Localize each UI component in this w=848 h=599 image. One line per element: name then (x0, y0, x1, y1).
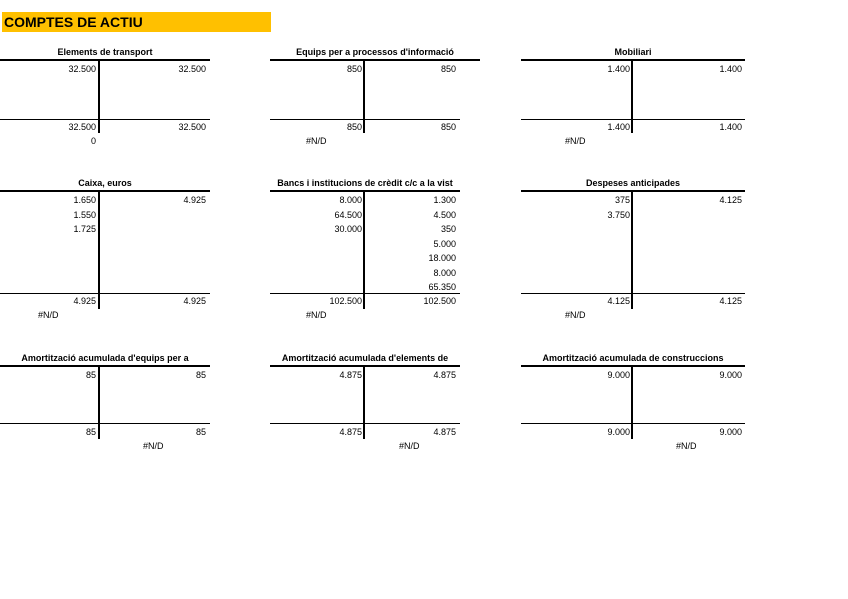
total-debit: 9.000 (607, 427, 630, 437)
total-debit: 4.875 (339, 427, 362, 437)
account-balance: #N/D (306, 310, 327, 320)
total-credit: 32.500 (178, 122, 206, 132)
t-account-divider (631, 192, 633, 309)
debit-entries (0, 368, 96, 383)
debit-entry: 1.550 (73, 209, 96, 220)
debit-entry: 4.875 (339, 370, 362, 380)
credit-entry: 4.925 (183, 195, 206, 205)
credit-entries (367, 62, 456, 77)
total-debit: 850 (346, 122, 362, 132)
t-account-total-line (0, 293, 210, 294)
account-title: Despeses anticipades (585, 178, 681, 188)
credit-entry: 9.000 (719, 370, 742, 380)
t-account-top-line (270, 365, 460, 367)
t-account-divider (98, 61, 100, 133)
debit-entry: 32.500 (68, 64, 96, 74)
t-account-top-line (0, 365, 210, 367)
credit-entry: 1.400 (719, 64, 742, 74)
total-credit: 4.925 (183, 296, 206, 306)
debit-entry: 8.000 (339, 195, 362, 205)
t-account-top-line (0, 59, 210, 61)
account-title: Caixa, euros (78, 178, 132, 188)
total-credit: 9.000 (719, 427, 742, 437)
t-account-divider (363, 192, 365, 309)
t-account-total-line (521, 119, 745, 120)
account-balance: #N/D (38, 310, 59, 320)
t-account-total-line (521, 423, 745, 424)
credit-entries (367, 193, 456, 295)
credit-entry: 32.500 (178, 64, 206, 74)
total-credit: 85 (195, 427, 206, 437)
t-account-elements-de-transport (0, 46, 210, 150)
t-account-mobiliari (521, 46, 742, 150)
t-account-total-line (270, 293, 460, 294)
debit-entry: 1.400 (607, 64, 630, 74)
total-debit: 32.500 (68, 122, 96, 132)
debit-entries (521, 62, 630, 77)
debit-entries (270, 368, 362, 383)
debit-entry: 9.000 (607, 370, 630, 380)
credit-entry: 65.350 (428, 282, 456, 292)
credit-entry: 4.500 (433, 209, 456, 220)
account-title: Elements de transport (57, 47, 153, 57)
t-account-top-line (0, 190, 210, 192)
t-account-top-line (270, 190, 460, 192)
credit-entries (635, 193, 742, 208)
debit-entry: 64.500 (334, 209, 362, 220)
total-debit: 4.925 (73, 296, 96, 306)
t-account-divider (98, 192, 100, 309)
t-account-amortitzacio-construccions (521, 352, 742, 456)
debit-entries (0, 193, 96, 237)
total-credit: 850 (440, 122, 456, 132)
t-account-divider (98, 367, 100, 439)
credit-entries (635, 62, 742, 77)
t-account-amortitzacio-equips (0, 352, 210, 456)
account-balance: #N/D (143, 441, 164, 451)
account-balance: #N/D (399, 441, 420, 451)
credit-entry: 8.000 (433, 267, 456, 278)
credit-entries (102, 193, 206, 208)
t-account-total-line (521, 293, 745, 294)
debit-entry: 30.000 (334, 224, 362, 234)
t-account-divider (631, 61, 633, 133)
debit-entry: 375 (614, 195, 630, 205)
debit-entry: 850 (346, 64, 362, 74)
credit-entry: 4.125 (719, 195, 742, 205)
debit-entry: 85 (85, 370, 96, 380)
account-balance: #N/D (676, 441, 697, 451)
total-debit: 4.125 (607, 296, 630, 306)
t-account-amortitzacio-elements (270, 352, 480, 456)
debit-entries (270, 62, 362, 77)
t-account-total-line (0, 423, 210, 424)
t-account-bancs-institucions-credit (270, 177, 480, 327)
account-title: Mobiliari (614, 47, 652, 57)
account-balance: 0 (91, 136, 97, 146)
credit-entries (635, 368, 742, 383)
total-credit: 1.400 (719, 122, 742, 132)
debit-entries (0, 62, 96, 77)
account-title: Equips per a processos d'informació (296, 47, 454, 57)
account-title: Bancs i institucions de crèdit c/c a la vist (277, 178, 453, 188)
t-account-top-line (521, 59, 745, 61)
credit-entries (102, 62, 206, 77)
debit-entry: 1.725 (73, 224, 96, 234)
t-account-divider (363, 367, 365, 439)
total-credit: 4.125 (719, 296, 742, 306)
credit-entry: 85 (195, 370, 206, 380)
t-account-top-line (521, 190, 745, 192)
total-debit: 1.400 (607, 122, 630, 132)
sheet-title: COMPTES DE ACTIU (2, 12, 271, 32)
total-debit: 102.500 (329, 296, 362, 306)
account-balance: #N/D (306, 136, 327, 146)
total-credit: 4.875 (433, 427, 456, 437)
credit-entries (367, 368, 456, 383)
debit-entries (521, 368, 630, 383)
credit-entry: 5.000 (433, 238, 456, 249)
t-account-total-line (270, 119, 460, 120)
account-title: Amortització acumulada d'elements de (281, 353, 449, 363)
credit-entry: 850 (440, 64, 456, 74)
credit-entry: 1.300 (433, 195, 456, 205)
total-credit: 102.500 (423, 296, 456, 306)
t-account-caixa-euros (0, 177, 210, 327)
account-balance: #N/D (565, 136, 586, 146)
t-account-equips-processos-informacio (270, 46, 480, 150)
account-balance: #N/D (565, 310, 586, 320)
credit-entries (102, 368, 206, 383)
t-account-total-line (0, 119, 210, 120)
account-title: Amortització acumulada de construccions (542, 353, 724, 363)
debit-entry: 3.750 (607, 209, 630, 220)
account-title: Amortització acumulada d'equips per a (21, 353, 189, 363)
t-account-top-line (270, 59, 480, 61)
credit-entry: 18.000 (428, 253, 456, 263)
credit-entry: 4.875 (433, 370, 456, 380)
t-account-divider (631, 367, 633, 439)
t-account-top-line (521, 365, 745, 367)
total-debit: 85 (85, 427, 96, 437)
debit-entries (270, 193, 362, 237)
debit-entries (521, 193, 630, 222)
credit-entry: 350 (440, 224, 456, 234)
t-account-despeses-anticipades (521, 177, 742, 327)
debit-entry: 1.650 (73, 195, 96, 205)
t-account-total-line (270, 423, 460, 424)
t-account-divider (363, 61, 365, 133)
